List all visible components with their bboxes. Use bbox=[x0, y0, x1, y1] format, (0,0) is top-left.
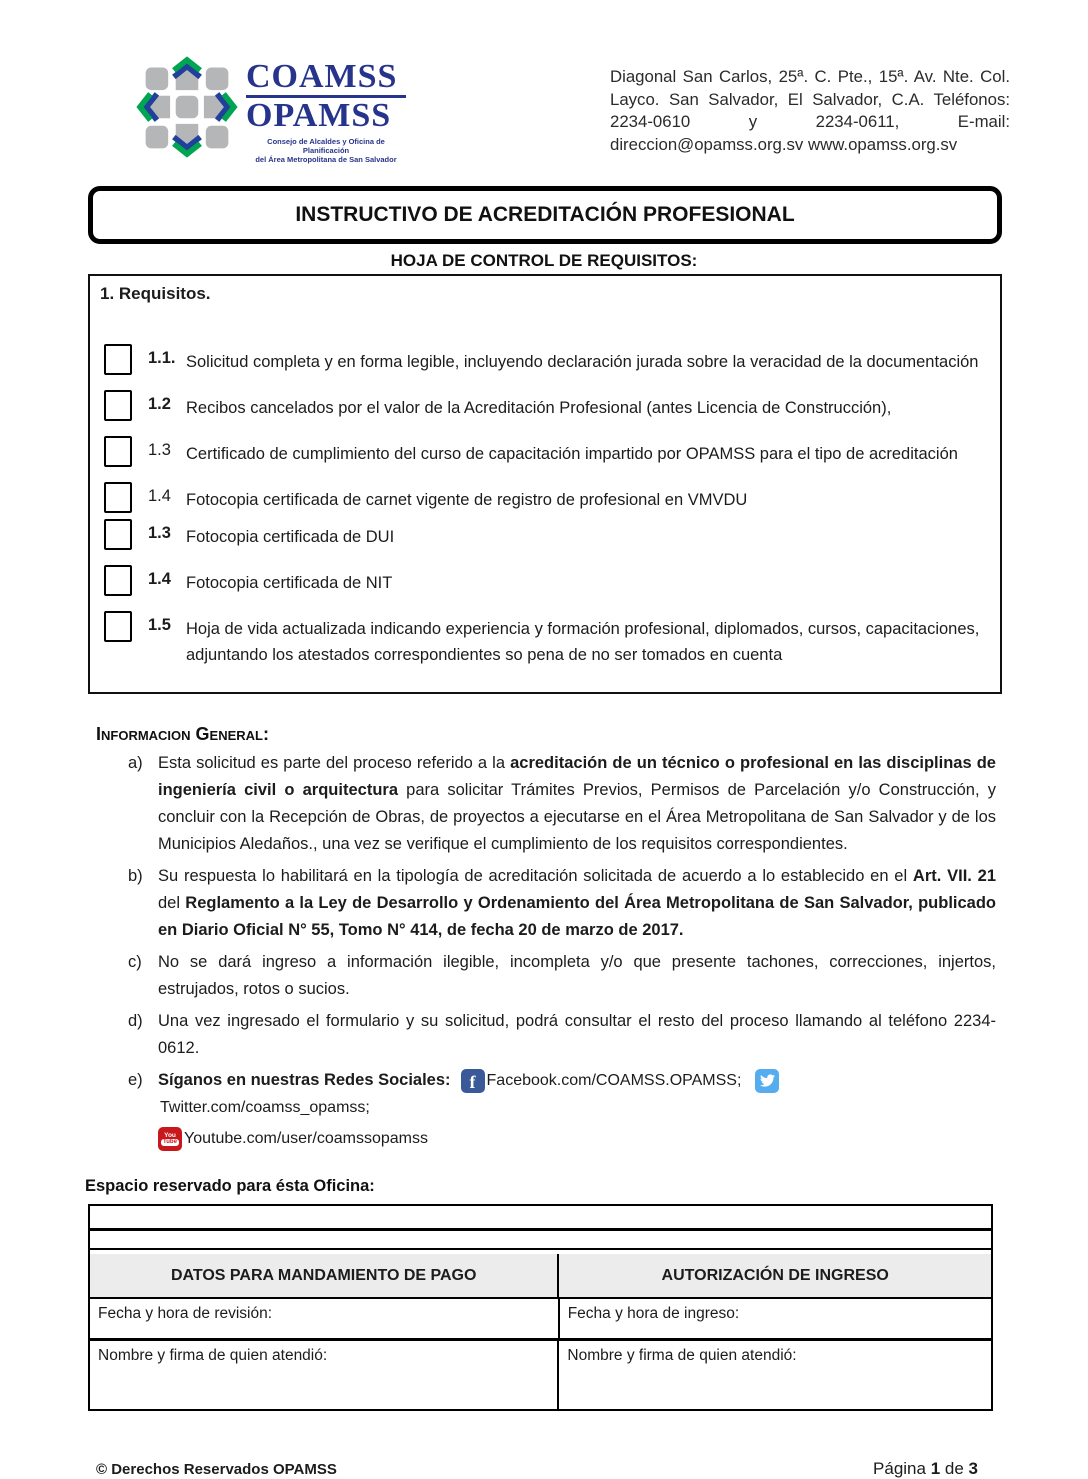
requirement-text: Fotocopia certificada de carnet vigente de registro de profesional en VMVDU bbox=[186, 491, 748, 509]
nombre-firma-revision-label: Nombre y firma de quien atendió: bbox=[90, 1341, 559, 1409]
requisitos-heading: 1. Requisitos. bbox=[100, 284, 211, 303]
checkbox-1-5[interactable] bbox=[104, 611, 132, 642]
copyright-text: © Derechos Reservados OPAMSS bbox=[96, 1461, 337, 1478]
info-item-e bbox=[96, 1067, 996, 1151]
logo-tagline: Consejo de Alcaldes y Oficina de Planificación del Área Metropolitana de San Salvador bbox=[255, 137, 397, 164]
requirement-number: 1.2 bbox=[148, 395, 171, 413]
info-label: c) bbox=[128, 953, 142, 971]
logo-coamss: COAMSS bbox=[246, 60, 406, 98]
checkbox-1-2[interactable] bbox=[104, 390, 132, 421]
document-title: INSTRUCTIVO DE ACREDITACIÓN PROFESIONAL bbox=[295, 203, 795, 226]
fecha-ingreso-label: Fecha y hora de ingreso: bbox=[567, 1305, 740, 1322]
fecha-revision-label: Fecha y hora de revisión: bbox=[90, 1299, 560, 1338]
youtube-icon: You Tube bbox=[158, 1127, 182, 1151]
facebook-icon: f bbox=[461, 1069, 485, 1093]
requirement-number: 1.3 bbox=[148, 441, 171, 459]
requirement-number: 1.1. bbox=[148, 349, 176, 367]
requirement-text: Solicitud completa y en forma legible, incluyendo declaración jurada sobre la veracidad de la documentación bbox=[186, 353, 979, 371]
logo-opamss: OPAMSS bbox=[246, 97, 392, 134]
requirement-item bbox=[104, 344, 986, 375]
checkbox-1-3[interactable] bbox=[104, 436, 132, 467]
requirement-item bbox=[104, 611, 986, 668]
checkbox-1-3-dui[interactable] bbox=[104, 519, 132, 550]
info-item-a bbox=[96, 750, 996, 858]
info-paragraph: Su respuesta lo habilitará en la tipología de acreditación solicitada de acuerdo a lo establecido en el Art. VII. 21 del Reglamento a la Ley de Desarrollo y Ordenamiento del Área Metropolitana de San Salvador, publicado en Diario Oficial N° 55, Tomo N° 414, de fecha 20 de marzo de 2017. bbox=[158, 867, 996, 939]
requirement-text: Fotocopia certificada de DUI bbox=[186, 528, 395, 546]
office-table bbox=[88, 1204, 993, 1411]
social-prefix: Síganos en nuestras Redes Sociales: bbox=[158, 1071, 451, 1089]
info-label: a) bbox=[128, 754, 143, 772]
info-item-b bbox=[96, 863, 996, 944]
requirement-number: 1.3 bbox=[148, 524, 171, 542]
youtube-row bbox=[158, 1127, 996, 1151]
nombre-firma-ingreso-label: Nombre y firma de quien atendió: bbox=[567, 1347, 797, 1364]
checkbox-1-4[interactable] bbox=[104, 482, 132, 513]
requirement-item bbox=[104, 436, 986, 467]
informacion-general-section bbox=[96, 724, 996, 1151]
info-paragraph: No se dará ingreso a información ilegible, incompleta y/o que presente tachones, correcciones, injertos, estrujados, rotos o sucios. bbox=[158, 953, 996, 998]
col-header-ingreso: AUTORIZACIÓN DE INGRESO bbox=[559, 1254, 991, 1297]
office-table-header bbox=[90, 1254, 991, 1297]
info-item-d bbox=[96, 1008, 996, 1062]
checkbox-1-1[interactable] bbox=[104, 344, 132, 375]
facebook-handle: Facebook.com/COAMSS.OPAMSS; bbox=[486, 1072, 742, 1089]
requisitos-box bbox=[88, 274, 1002, 694]
requirement-number: 1.4 bbox=[148, 570, 171, 588]
info-label: d) bbox=[128, 1012, 143, 1030]
requirement-item bbox=[104, 390, 986, 421]
col-header-pago: DATOS PARA MANDAMIENTO DE PAGO bbox=[90, 1254, 559, 1297]
requirement-text: Hoja de vida actualizada indicando experiencia y formación profesional, diplomados, cursos, capacitaciones, adjuntando los atestados correspondientes so pena de no ser tomados en cuenta bbox=[186, 620, 980, 664]
requirement-number: 1.4 bbox=[148, 487, 171, 505]
info-item-c bbox=[96, 949, 996, 1003]
page-number: Página 1 de 3 bbox=[873, 1459, 978, 1478]
informacion-general-heading: Informacion General: bbox=[96, 724, 269, 744]
subtitle: HOJA DE CONTROL DE REQUISITOS: bbox=[390, 251, 698, 270]
logo-mark-icon bbox=[140, 60, 234, 154]
logo-text bbox=[246, 60, 406, 164]
office-table-row-fecha bbox=[90, 1297, 991, 1338]
page-header bbox=[140, 60, 1010, 164]
social-media-row bbox=[158, 1067, 996, 1121]
requirement-item bbox=[104, 565, 986, 596]
office-reserved-heading: Espacio reservado para ésta Oficina: bbox=[85, 1177, 375, 1195]
info-paragraph: Una vez ingresado el formulario y su solicitud, podrá consultar el resto del proceso llamando al teléfono 2234-0612. bbox=[158, 1012, 996, 1057]
document-title-box bbox=[88, 186, 1002, 244]
info-label: b) bbox=[128, 867, 143, 885]
coamss-opamss-logo bbox=[140, 60, 406, 164]
requirement-text: Certificado de cumplimiento del curso de capacitación impartido por OPAMSS para el tipo de acreditación bbox=[186, 445, 958, 463]
info-paragraph: Esta solicitud es parte del proceso referido a la acreditación de un técnico o profesional en las disciplinas de ingeniería civil o arquitectura para solicitar Trámites Previos, Permisos de Parcelación y/o Construcción, y concluir con la Recepción de Obras, de proyectos a ejecutarse en el Área Metropolitana de San Salvador y de los Municipios Aledaños., una vez se verifique el cumplimiento de los requisitos correspondientes. bbox=[158, 754, 996, 853]
info-label: e) bbox=[128, 1071, 143, 1089]
requirement-item bbox=[104, 482, 986, 513]
requirement-text: Recibos cancelados por el valor de la Acreditación Profesional (antes Licencia de Construcción), bbox=[186, 399, 892, 417]
requirement-number: 1.5 bbox=[148, 616, 171, 634]
document-page bbox=[0, 58, 1088, 1478]
twitter-handle: Twitter.com/coamss_opamss; bbox=[160, 1099, 370, 1116]
requisitos-list bbox=[98, 344, 986, 668]
checkbox-1-4-nit[interactable] bbox=[104, 565, 132, 596]
requirement-item bbox=[104, 519, 986, 550]
office-blank-row-1 bbox=[90, 1206, 991, 1231]
twitter-icon bbox=[755, 1069, 779, 1093]
address-block: Diagonal San Carlos, 25ª. C. Pte., 15ª. Av. Nte. Col. Layco. San Salvador, El Salvador, C.A. Teléfonos: 2234-0610 y 2234-0611, E-mail: direccion@opamss.org.sv www.opamss.org.sv bbox=[610, 67, 1010, 154]
office-blank-row-2 bbox=[90, 1231, 991, 1250]
office-table-row-nombre bbox=[90, 1338, 991, 1409]
requirement-text: Fotocopia certificada de NIT bbox=[186, 574, 393, 592]
page-footer bbox=[96, 1459, 978, 1479]
youtube-handle: Youtube.com/user/coamssopamss bbox=[184, 1130, 428, 1147]
